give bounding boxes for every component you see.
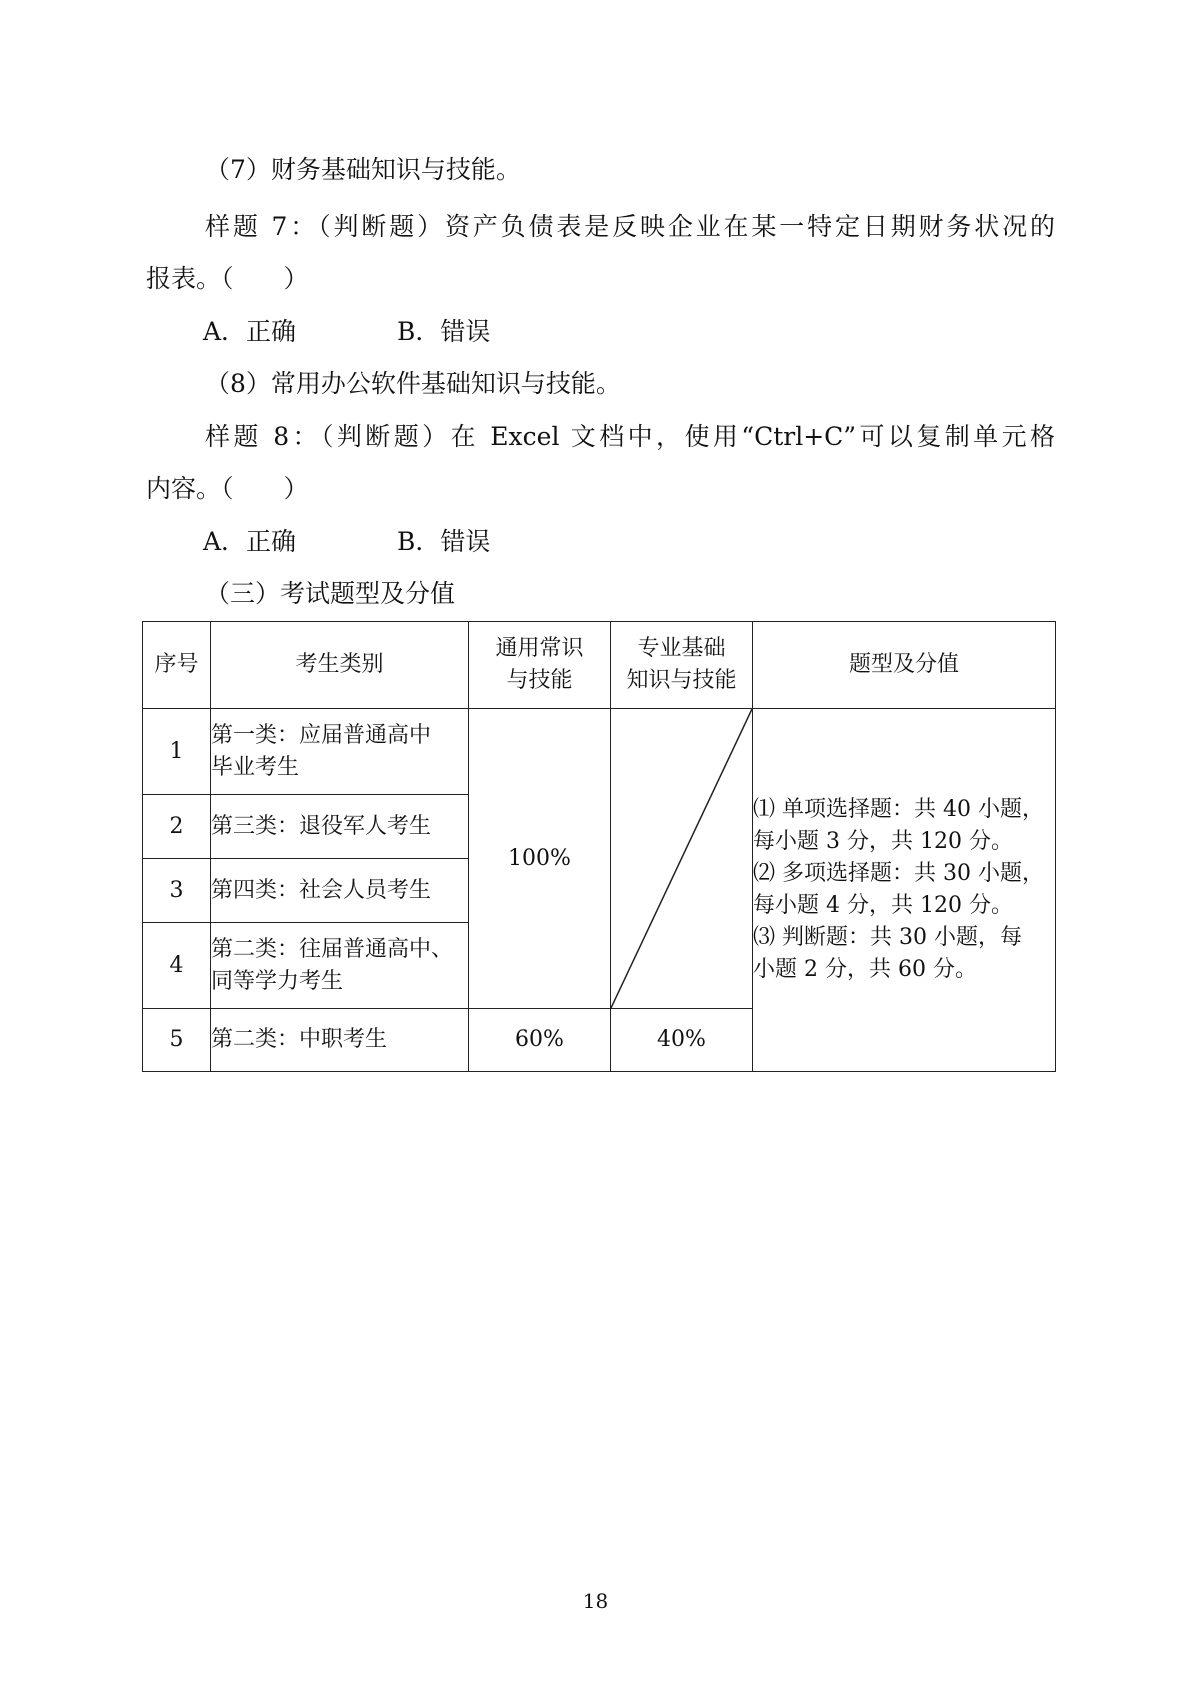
header-types: 题型及分值 (753, 622, 1056, 709)
types-line-5: ⑶ 判断题：共 30 小题，每 (753, 925, 1022, 950)
row-index: 1 (143, 709, 211, 795)
merged-general-cell: 100% (469, 709, 611, 1009)
row-index: 2 (143, 795, 211, 859)
sample-8-option-a: A．正确 (203, 527, 297, 556)
row-index: 5 (143, 1009, 211, 1072)
diagonal-empty-cell (611, 709, 753, 1009)
section-8-heading: （8）常用办公软件基础知识与技能。 (205, 369, 621, 398)
header-professional-line1: 专业基础 (637, 636, 726, 661)
sample-7-option-b: B．错误 (397, 317, 491, 346)
section-3-heading: （三）考试题型及分值 (205, 579, 456, 608)
header-category: 考生类别 (211, 622, 469, 709)
types-line-6: 小题 2 分，共 60 分。 (753, 957, 977, 982)
header-professional-line2: 知识与技能 (626, 668, 737, 693)
sample-8-option-b: B．错误 (397, 527, 491, 556)
row-category (211, 709, 469, 795)
header-general-line1: 通用常识 (495, 636, 584, 661)
row-category-line1: 第二类：往届普通高中、 (211, 936, 454, 962)
row-category-line1: 第一类：应届普通高中 (211, 722, 432, 748)
sample-7-question-line1: 样题 7：（判断题）资产负债表是反映企业在某一特定日期财务状况的 (205, 212, 1055, 241)
section-7-heading: （7）财务基础知识与技能。 (205, 155, 521, 184)
exam-score-table (142, 621, 1056, 1072)
table-header-row (143, 622, 1056, 709)
header-general (469, 622, 611, 709)
row-category: 第二类：中职考生 (211, 1009, 469, 1072)
types-line-4: 每小题 4 分，共 120 分。 (753, 893, 1013, 918)
row-general: 60% (469, 1009, 611, 1072)
question-types-cell (753, 709, 1056, 1072)
sample-7-question-line2: 报表。（ ） (146, 264, 309, 293)
page-number: 18 (582, 1589, 609, 1613)
header-general-line2: 与技能 (506, 668, 573, 693)
row-category: 第三类：退役军人考生 (211, 795, 469, 859)
row-index: 3 (143, 859, 211, 923)
sample-8-question-line2: 内容。（ ） (146, 474, 309, 503)
header-index: 序号 (143, 622, 211, 709)
row-professional: 40% (611, 1009, 753, 1072)
sample-7-option-a: A．正确 (203, 317, 297, 346)
sample-8-question-line1: 样题 8：（判断题）在 Excel 文档中，使用“Ctrl+C”可以复制单元格 (205, 422, 1055, 451)
row-category (211, 923, 469, 1009)
row-index: 4 (143, 923, 211, 1009)
header-professional (611, 622, 753, 709)
types-line-3: ⑵ 多项选择题：共 30 小题， (753, 861, 1044, 886)
row-category: 第四类：社会人员考生 (211, 859, 469, 923)
row-category-line2: 同等学力考生 (211, 968, 344, 994)
table-row (143, 709, 1056, 795)
row-category-line2: 毕业考生 (211, 754, 300, 780)
types-line-1: ⑴ 单项选择题：共 40 小题， (753, 797, 1044, 822)
diagonal-line (611, 709, 752, 1008)
types-line-2: 每小题 3 分，共 120 分。 (753, 829, 1013, 854)
